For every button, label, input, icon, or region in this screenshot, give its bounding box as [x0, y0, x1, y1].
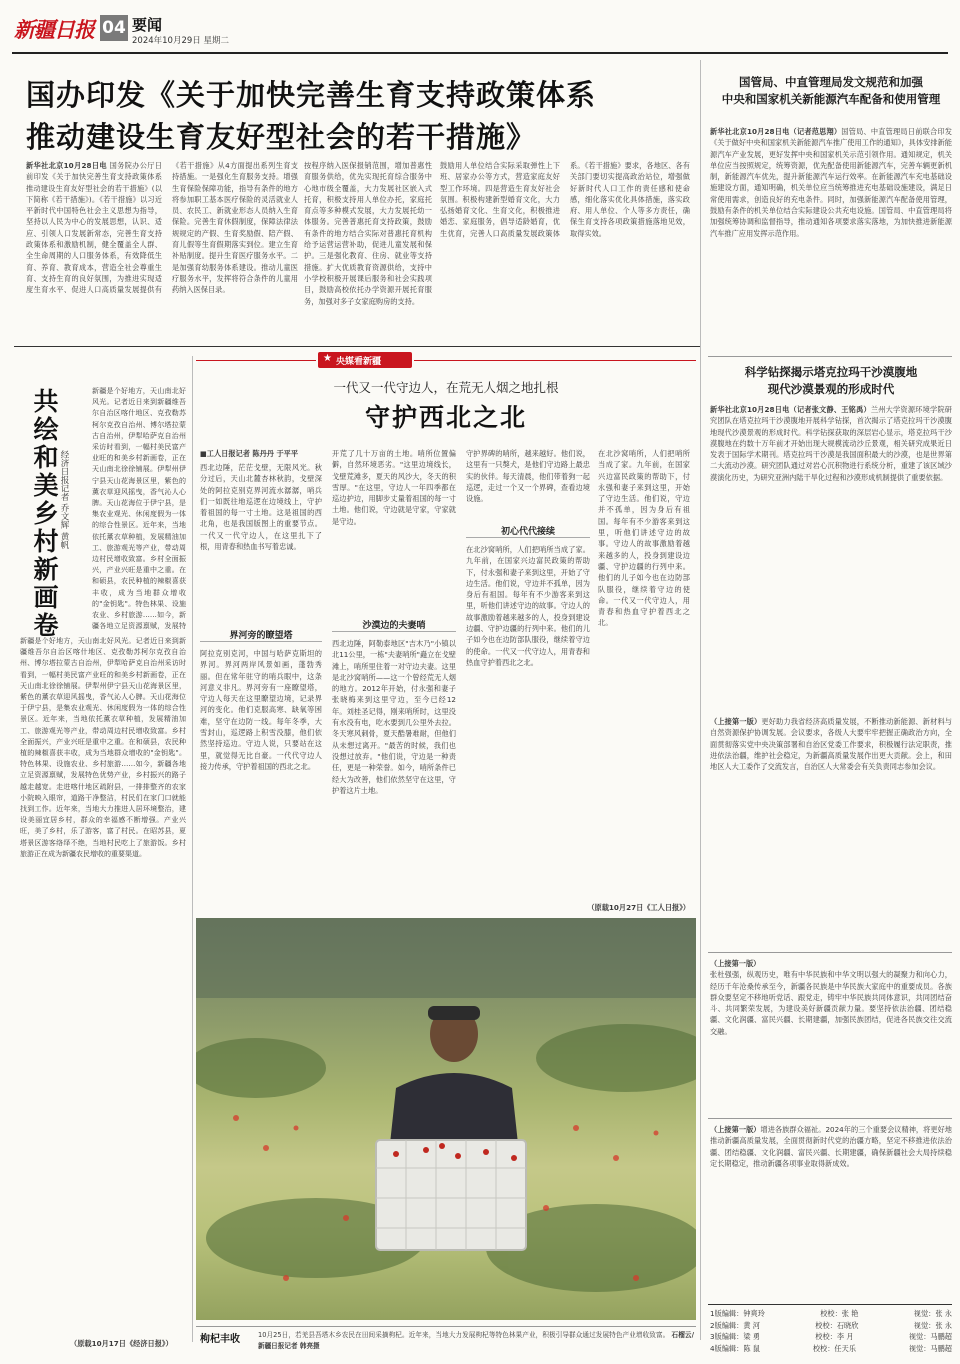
right-story1-body	[710, 126, 952, 354]
credit-design: 视觉：马鹏超	[908, 1343, 952, 1353]
divider	[708, 356, 952, 357]
credit-role: 3版编辑：梁 勇	[710, 1332, 760, 1341]
credit-check: 校校：任天乐	[812, 1343, 856, 1353]
credit-role: 2版编辑：黄 河	[710, 1320, 760, 1330]
lead-headline-line1: 国办印发《关于加快完善生育支持政策体系	[26, 78, 597, 112]
section-rule	[14, 346, 700, 347]
lead-body-col1	[26, 160, 162, 294]
feature-byline: ■工人日报记者 陈丹丹 于平平	[200, 449, 299, 458]
feature-col3b: 在北沙窝哨所，人们把哨所当成了家。九年前，在国家兴边富民政策的帮助下，付永强和妻子来到这里，开始了守边生活。他们说，守边并不孤单，因为身后有祖国。每年有不少游客来到这里，听他们讲述守边的故事。守边人的故事激励着越来越多的人，投身到建设边疆、守护边疆的行列中来。他们的儿子如今也在边防部队服役，继续着守边的使命。一代又一代守边人，用青春和热血守护着西北之北。	[466, 545, 590, 667]
right-story4-text: 增进各族群众福祉。2024年的三个重要会议精神，将更好地推动新疆高质量发展，全面贯彻新时代党的治疆方略，坚定不移推进依法治疆、团结稳疆、文化润疆、富民兴疆、长期建疆，确保新疆社会大局持续稳定长期稳定，推动新疆各项事业取得新成效。	[710, 1125, 952, 1168]
divider	[200, 641, 322, 642]
feature-col1b: 阿拉克别克河，中国与哈萨克斯坦的界河。界河两岸风景如画，蓬勃秀丽。但在常年驻守的哨兵眼中，这条河意义非凡。界河旁有一座瞭望塔，守边人每天在这里瞭望边境，记录界河的变化。他们克服高寒、缺氧等困难，坚守在边防一线。每年冬季，大雪封山，巡逻路上积雪没膝，他们依然坚持巡边。守边人说，只要站在这里，就觉得无比自豪。一代代守边人接力传承，守护着祖国的西北之北。	[200, 649, 322, 771]
right-story3-source: （上接第一版）	[710, 959, 761, 968]
right-story4-source: （上接第一版）	[710, 1125, 761, 1134]
issue-date: 2024年10月29日 星期二	[132, 36, 229, 46]
feature-sub3: 初心代代接续	[500, 527, 555, 537]
right-story3-text: 张杜强强，纵观历史，唯有中华民族和中华文明以强大的凝聚力和向心力，经历千年沧桑传承至今，新疆各民族是中华民族大家庭中的重要成员。各族群众要坚定不移地听党话、跟党走，铸牢中华民族共同体意识，共同团结奋斗、共同繁荣发展，为建设美好新疆贡献力量。要坚持依法治疆、团结稳疆、文化润疆、富民兴疆、长期建疆，加强民族团结，促进各民族交往交流交融。	[710, 970, 952, 1036]
feature-col1: 西北边陲，茫茫戈壁，无限风光。秋分过后，天山北麓杏林秋韵，戈壁深处的阿拉克别克界河流水潺潺，哨兵们一如既往地巡逻在边境线上，守护着祖国的每一寸土地。这是祖国的西北角，也是我国版图上的重要节点。一代又一代守边人，在这里扎下了根，用青春和热血书写着忠诚。	[200, 463, 322, 552]
right-story2-sub-text: 更好助力我省经济高质量发展，不断推动新能源、新材料与自然资源保护协调发展。会议要求，各级人大要牢牢把握正确政治方向，全面贯彻落实党中央决策部署和自治区党委工作要求，积极履行法定职责，推进依法治疆，维护社会稳定，为新疆高质量发展作出更大贡献。会上，和田地区人大工委作了交流发言，自治区人大常委会有关负责同志参加会议。	[710, 717, 952, 772]
credit-check: 校校：李 月	[815, 1332, 854, 1341]
left-feature-byline: 经济日报记者 乔文辉 黄帆	[59, 450, 69, 549]
lead-dateline: 新华社北京10月28日电	[26, 161, 107, 170]
credit-role: 1版编辑：钟爽玲	[710, 1309, 765, 1318]
masthead-rule	[12, 52, 948, 54]
right-story3	[710, 958, 952, 1114]
page-number: 04	[100, 15, 128, 41]
right-story4	[710, 1124, 952, 1304]
feature-col2b: 西北边陲，阿勒泰地区"吉木乃"小镇以北11公里，一栋"夫妻哨所"矗立在戈壁滩上，哨所里住着一对守边夫妻。这里是北沙窝哨所——这一个曾经荒无人烟的地方。2012年开始，付永强和妻子张晓梅来到这里守边，至今已经12年。刘桂圣记得，刚来哨所时，这里没有水没有电，吃水要到几公里外去拉。冬天寒风刺骨，夏天酷暑难耐，但他们从未想过离开。"最苦的时候，我们也没想过放弃。"他们说，守边是一种责任，更是一种荣誉。如今，哨所条件已经大为改善，他们依然坚守在这里，守护着这片土地。	[332, 639, 456, 795]
feature-sub1: 界河旁的瞭望塔	[229, 631, 293, 641]
credit-role: 4版编辑：陈 鼠	[710, 1343, 760, 1353]
feature-col2: 开荒了几十万亩的土地。哨所位置偏僻，自然环境恶劣。"这里边境线长，戈壁荒滩多，夏天的风沙大，冬天的积雪厚。"在这里，守边人一年四季都在巡边护边，用脚步丈量着祖国的每一寸土地。他们说，守边就是守家，守家就是守边。	[332, 449, 456, 526]
credit-row	[710, 1331, 952, 1343]
right-story1-byline: （记者范思翔）	[789, 127, 842, 136]
feature-headline: 守护西北之北	[364, 403, 527, 432]
feature-col4: 在北沙窝哨所，人们把哨所当成了家。九年前，在国家兴边富民政策的帮助下，付永强和妻子来到这里，开始了守边生活。他们说，守边并不孤单，因为身后有祖国。每年有不少游客来到这里，听他们讲述守边的故事。守边人的故事激励着越来越多的人，投身到建设边疆、守护边疆的行列中来。他们的儿子如今也在边防部队服役，继续着守边的使命。一代又一代守边人，用青春和热血守护着西北之北。	[598, 449, 690, 628]
photo-credit: 石榴云/新疆日报记者 韩亮摄	[258, 1331, 694, 1350]
left-feature-intro	[92, 386, 186, 632]
photo-caption	[258, 1330, 694, 1362]
credit-row	[710, 1343, 952, 1355]
caption-rule	[196, 1326, 696, 1327]
divider	[332, 631, 456, 632]
staff-credits	[710, 1308, 952, 1354]
right-story2-byline: （记者张文静、王铭禹）	[789, 405, 871, 414]
feature-sub2: 沙漠边的夫妻哨	[362, 621, 426, 631]
kicker-label: 央媒看新疆	[336, 357, 382, 367]
left-feature-body: 新疆是个好地方，天山南北好风光。记者近日来到新疆维吾尔自治区喀什地区、克孜勒苏柯尔克孜自治州、博尔塔拉蒙古自治州，伊犁哈萨克自治州采访时看到，一幅村美民富产业旺的和美乡村新画卷，正在天山南北徐徐铺展。伊犁州伊宁县天山花海景区里，紫色的薰衣草迎风摇曳，香气沁人心脾。天山花海位于伊宁县，是集农业观光、休闲度假为一体的综合性景区。近年来，当地依托薰衣草种植，发展精油加工、旅游观光等产业，带动周边村民增收致富。乡村全面振兴，产业兴旺是重中之重。在和硕县，农民种植的辣椒喜获丰收，成为当地群众增收的"金钥匙"。特色林果、设施农业、乡村旅游……如今，新疆各地立足资源禀赋，发展特色优势产业，乡村振兴的路子越走越宽。走进喀什地区疏附县，一排排整齐的农家小院映入眼帘，道路干净整洁，村民们在家门口就能找到工作。近年来，当地大力推进人居环境整治，建设美丽宜居乡村，群众的幸福感不断增强。产业兴旺，美了乡村，乐了游客，富了村民。在昭苏县，夏塔景区游客络绎不绝，当地村民吃上了旅游饭。乡村旅游正在成为新疆农民增收的重要渠道。	[20, 637, 186, 858]
feature-byline-text: 工人日报记者 陈丹丹 于平平	[206, 449, 299, 458]
right-story2-continued	[710, 716, 952, 948]
credits-rule	[708, 1304, 952, 1305]
column-divider	[700, 60, 701, 1340]
right-story1-text: 国管局、中直管理局日前联合印发《关于做好中央和国家机关新能源汽车推广使用工作的通知》，具体安排新能源汽车产业发展，更好发挥中央和国家机关示范引领作用。通知规定，机关单位应当按照规定，统筹资源，优先配备使用新能源汽车，完善车辆更新机制，新能源汽车优先，提升新能源汽车运行效率。在新能源汽车充电基础设施建设方面，通知明确，机关单位应当统筹推进充电基础设施建设，满足日常使用需求，创造良好的充电条件。同时，加强新能源汽车配备使用管理，鼓励有条件的机关单位结合实际建设公共充电设施。国管局、中直管理局将加强统筹协调和监督指导，推动通知各项要求落实落地，为加快推进新能源汽车推广应用发挥示范作用。	[710, 127, 952, 238]
credit-check: 校校：张 艳	[820, 1309, 859, 1318]
photo-caption-title: 枸杞丰收	[200, 1334, 240, 1345]
kicker-rule-right	[414, 360, 696, 361]
right-story2-headline: 科学钻探揭示塔克拉玛干沙漠腹地 现代沙漠景观的形成时代	[744, 365, 918, 396]
right-story2-text: 兰州大学资源环境学院研究团队在塔克拉玛干沙漠腹地开展科学钻探，首次揭示了塔克拉玛干沙漠腹地现代沙漠景观的形成时代。科学钻探获取的深层岩心显示，塔克拉玛干沙漠腹地在约数十万年前才开始出现大规模流动沙丘景观，相关研究成果近日发表于国际学术期刊。塔克拉玛干沙漠是我国面积最大的沙漠，也是世界第二大流动沙漠。研究团队通过对岩心沉积物进行系统分析，重建了该区域沙漠演化历史，为研究亚洲内陆干旱化过程和沙漠形成机制提供了重要依据。	[710, 405, 952, 482]
right-story1-dateline: 新华社北京10月28日电	[710, 127, 790, 136]
credit-design: 视觉：张 永	[913, 1309, 952, 1318]
feature-col3: 守护界碑的哨所，越来越好。他们说，这里有一只獒犬，是他们守边路上最忠实的伙伴。每天清晨，他们带着狗一起巡逻，走过一个又一个界碑，查看边境设施。	[466, 449, 590, 504]
left-feature-text: 新疆是个好地方，天山南北好风光。记者近日来到新疆维吾尔自治区喀什地区、克孜勒苏柯尔克孜自治州、博尔塔拉蒙古自治州，伊犁哈萨克自治州采访时看到，一幅村美民富产业旺的和美乡村新画卷，正在天山南北徐徐铺展。伊犁州伊宁县天山花海景区里，紫色的薰衣草迎风摇曳，香气沁人心脾。天山花海位于伊宁县，是集农业观光、休闲度假为一体的综合性景区。近年来，当地依托薰衣草种植，发展精油加工、旅游观光等产业，带动周边村民增收致富。乡村全面振兴，产业兴旺是重中之重。在和硕县，农民种植的辣椒喜获丰收，成为当地群众增收的"金钥匙"。特色林果、设施农业、乡村旅游……如今，新疆各地立足资源禀赋，发展特	[92, 387, 186, 631]
credit-row	[710, 1308, 952, 1320]
feature-source: （原载10月27日《工人日报》）	[587, 903, 690, 912]
divider	[708, 952, 952, 953]
credit-check: 校校：石晓欣	[815, 1320, 859, 1330]
photo-scene	[196, 918, 696, 1320]
right-story2-body	[710, 404, 952, 716]
goji-harvest-photo	[196, 918, 696, 1320]
lead-body-col4: 鼓励用人单位结合实际采取弹性上下班、居家办公等方式，营造家庭友好型工作环境。四是营造生育友好社会氛围。积极构建新型婚育文化，大力弘扬婚育文化、生育文化，积极推进婚恋、家庭服务，倡导适龄婚育，优生优育，完善人口高质量发展政策体系。《若干措施》要求，各地区、各有关部门要切实提高政治站位，增强做好新时代人口工作的责任感和使命感，细化落实优化具体措施，落实政府、用人单位、个人等多方责任，确保生育支持各项政策措施落地见效，取得实效。	[440, 161, 690, 238]
right-story2-sub-source: （上接第一版）	[710, 717, 762, 726]
column-divider	[192, 356, 193, 1342]
credit-design: 视觉：马鹏超	[908, 1332, 952, 1341]
right-story1-headline: 国管局、中直管理局发文规范和加强 中央和国家机关新能源汽车配备和使用管理	[721, 75, 941, 106]
photo-caption-text: 10月25日，若羌县吾塔木乡农民在田间采摘枸杞。近年来，当地大力发展枸杞等特色林果产业，积极引导群众通过发展特色产业增收致富。	[258, 1331, 670, 1339]
left-feature-title: 共绘和美乡村新画卷	[30, 388, 59, 640]
newspaper-logo: 新疆日报	[14, 17, 94, 42]
lead-headline	[26, 74, 686, 158]
left-feature-source: （原载10月17日《经济日报》）	[70, 1339, 173, 1348]
divider	[466, 537, 590, 538]
lead-body-1: 国务院办公厅日前印发《关于加快完善生育支持政策体系推动建设生育友好型社会的若干措施》(以下简称《若干措施》)。《若干措施》以习近平新时代中国特色社会主义思想为指导，坚持以人民为中心的发展思想，认识、适应、引领人口发展新常态，完善生育支持政策体系和激励机制，健全覆盖全人群、全生命周期的人口服务体系，有效降低生育、养育、教育成本，营造全社会尊重生育、支持生育的良好氛围，为推进实现适度生育水平、促进人口高质量发展提供有	[26, 161, 162, 294]
divider	[708, 1118, 952, 1119]
lead-body-col3: 按程序纳入医保报销范围，增加普惠性育服务供给，优先实现托育综合服务中心地市级全覆盖，大力发展社区嵌入式托育，积极支持用人单位办托，家庭托育点等多种模式发展，大力发展托幼一体服务。完善普惠托育支持政策，鼓励有条件的地方结合实际对普惠托育机构给予运营运营补助，促进儿童发展和保护。三是强化教育、住房、就业等支持措施。扩大优质教育资源供给，支持中小学校积极开展课后服务和社会实践项目，鼓励高校依托办学资源开展托育服务，加强对多子女家庭购房的支持。	[304, 161, 432, 306]
kicker-badge	[318, 352, 412, 368]
lead-body-col2: 《若干措施》从4方面提出系列生育支持措施。一是强化生育服务支持。增强生育保险保障功能，指导有条件的地方将参加职工基本医疗保险的灵活就业人员、农民工、新就业形态人员纳入生育保险。完善生育休假制度，保障法律法规规定的产假、生育奖励假、陪产假、育儿假等生育假期落实到位。建立生育补贴制度。提升生育医疗服务水平。二是加强育幼服务体系建设。推动儿童医疗服务水平，发挥将符合条件的儿童用药纳入医保目录。	[172, 161, 298, 295]
credit-row	[710, 1320, 952, 1332]
kicker-rule-left	[196, 360, 316, 361]
kicker-star-icon: ★	[323, 353, 332, 364]
credit-design: 视觉：张 永	[913, 1320, 952, 1330]
right-story2-dateline: 新华社北京10月28日电	[710, 405, 790, 414]
feature-subhead: 一代又一代守边人，在荒无人烟之地扎根	[333, 380, 559, 395]
section-title: 要闻	[132, 16, 163, 34]
lead-headline-line2: 推动建设生育友好型社会的若干措施》	[26, 120, 537, 154]
